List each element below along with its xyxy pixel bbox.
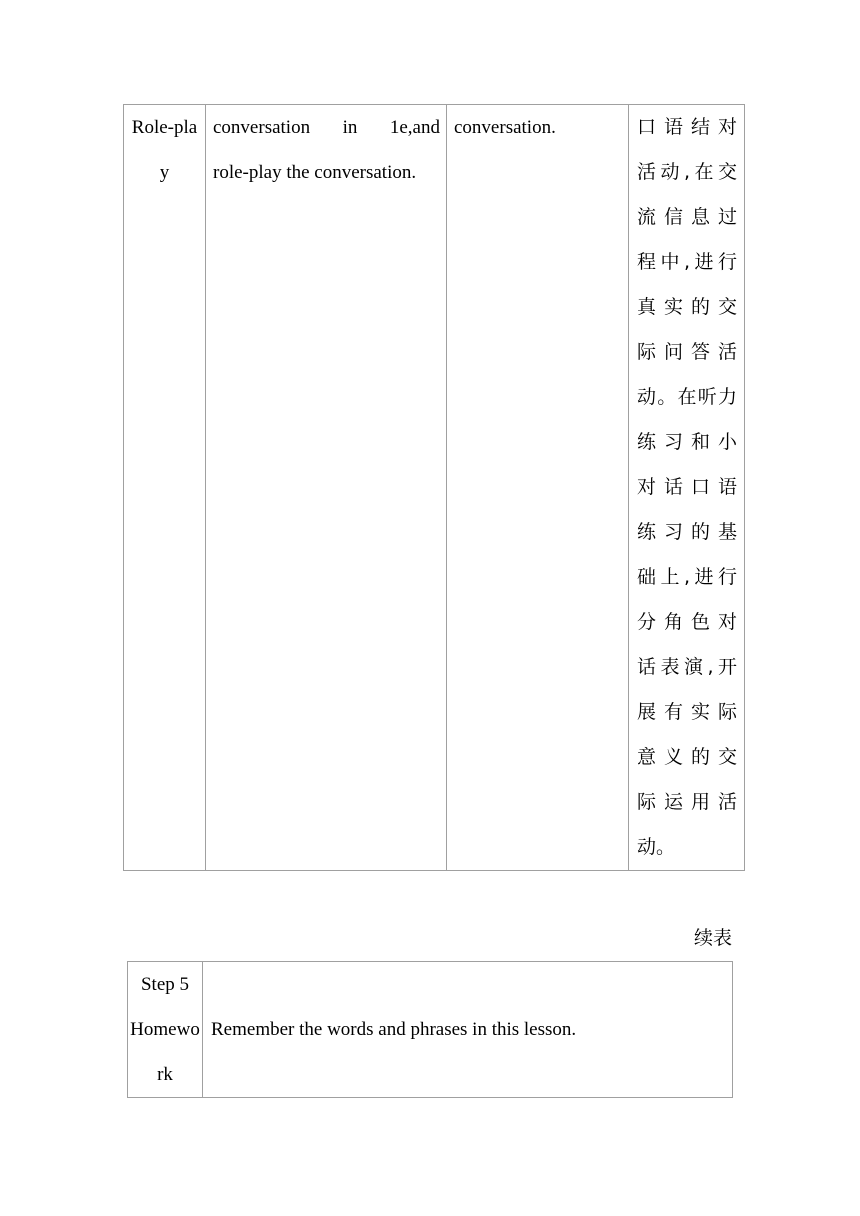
step-line: Homewo [130, 1019, 200, 1040]
design-intent-cell [629, 105, 745, 871]
intent-line: 意义的交 [637, 746, 737, 768]
activity-cell [206, 105, 447, 871]
intent-line: 活动,在交 [637, 161, 737, 183]
stage-cell [124, 105, 206, 871]
expectation-text: conversation. [454, 117, 556, 138]
intent-line: 础上,进行 [637, 566, 737, 588]
table-row [128, 962, 733, 1098]
stage-line: Role-pla [131, 117, 198, 138]
intent-line: 展有实际 [637, 701, 737, 723]
intent-line: 练习的基 [637, 521, 737, 543]
continued-label: 续表 [693, 927, 732, 949]
intent-line: 动。在听力 [637, 386, 737, 408]
stage-line: y [159, 162, 170, 183]
expectation-cell [447, 105, 629, 871]
intent-line: 口语结对 [637, 116, 737, 138]
intent-line: 际运用活 [637, 791, 737, 813]
homework-cell [203, 962, 733, 1098]
lesson-table-part2 [127, 961, 733, 1098]
intent-line: 分角色对 [637, 611, 737, 633]
step-line: rk [157, 1064, 173, 1085]
intent-line: 动。 [637, 836, 676, 858]
lesson-table-part1 [123, 104, 745, 871]
activity-line: role-play the conversation. [213, 162, 417, 183]
intent-line: 对话口语 [637, 476, 737, 498]
step-line: Step 5 [140, 974, 190, 995]
activity-line: conversation in 1e,and [213, 117, 440, 138]
step-cell [128, 962, 203, 1098]
intent-line: 真实的交 [637, 296, 737, 318]
intent-line: 流信息过 [637, 206, 737, 228]
intent-line: 程中,进行 [637, 251, 737, 273]
intent-line: 练习和小 [637, 431, 737, 453]
intent-line: 话表演,开 [637, 656, 737, 678]
homework-text: Remember the words and phrases in this lesson. [211, 1019, 577, 1040]
table-row [124, 105, 745, 871]
intent-line: 际问答活 [637, 341, 737, 363]
